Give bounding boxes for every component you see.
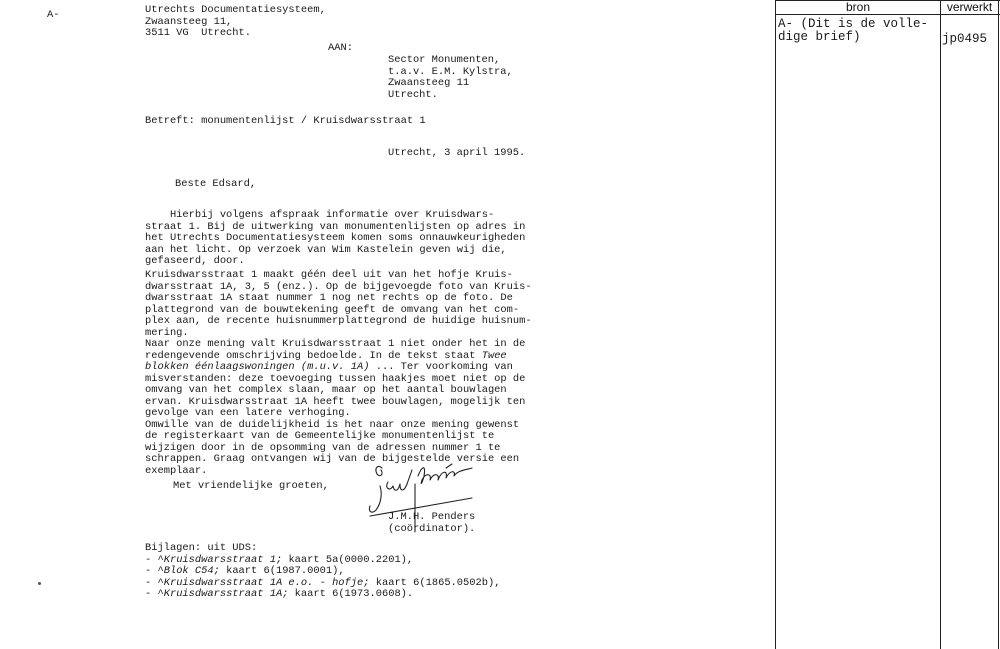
text-line: exemplaar.: [145, 464, 208, 477]
bron-line: dige brief): [778, 30, 861, 44]
signer-name: J.M.H. Penders: [388, 511, 476, 523]
sender-address: [145, 5, 326, 40]
text-line: Hierbij volgens afspraak informatie over Kruisdwars-: [145, 209, 495, 221]
signer-role: (coördinator).: [388, 522, 476, 535]
form-column-rule: [940, 0, 941, 649]
page-code: A-: [47, 9, 60, 21]
recipient-line: Zwaansteeg 11: [388, 77, 470, 89]
closing: Met vriendelijke groeten,: [173, 480, 329, 492]
bron-cell: [778, 18, 928, 44]
text-line: mering.: [145, 326, 189, 339]
form-column-rule: [775, 0, 776, 649]
attachments-heading: Bijlagen: uit UDS:: [145, 542, 258, 554]
paragraph-intro: [145, 210, 525, 268]
recipient-line: t.a.v. E.M. Kylstra,: [388, 65, 513, 78]
attachment-item: - ^Blok C54; kaart 6(1987.0001),: [145, 565, 345, 577]
attachment-item: - ^Kruisdwarsstraat 1A e.o. - hofje; kaart 6(1865.0502b),: [145, 576, 501, 589]
paragraph-body: [145, 270, 532, 477]
attachment-item: - ^Kruisdwarsstraat 1A; kaart 6(1973.0608).: [145, 588, 414, 600]
text-line: aan het licht. Op verzoek van Wim Kastelein geven wij die,: [145, 243, 507, 256]
text-line: plattegrond van de bouwtekening geeft de omvang van het com-: [145, 303, 520, 316]
subject-line: Betreft: monumentenlijst / Kruisdwarsstraat 1: [145, 115, 426, 127]
text-line: dwarsstraat 1A, 3, 5 (enz.). Op de bijgevoegde foto van Kruis-: [145, 280, 532, 293]
recipient-line: Sector Monumenten,: [388, 54, 501, 66]
text-line: gefaseerd, door.: [145, 255, 245, 267]
text-line: het Utrechts Documentatiesysteem komen soms onnauwkeurigheden: [145, 232, 526, 244]
verwerkt-cell: jp0495: [942, 32, 988, 46]
text-line: omvang van het complex slaan, maar op het aantal bouwlagen: [145, 384, 507, 396]
salutation: Beste Edsard,: [175, 178, 257, 190]
text-line: Naar onze mening valt Kruisdwarsstraat 1 niet onder het in de: [145, 338, 526, 350]
recipient-address: [388, 55, 513, 101]
text-line: straat 1. Bij de uitwerking van monumentenlijsten op adres in: [145, 220, 526, 233]
text-line: wijzigen door in de opsomming van de adressen nummer 1 te: [145, 441, 501, 454]
column-header-verwerkt: verwerkt: [946, 0, 993, 14]
italic-quote: blokken éénlaagswoningen (m.u.v. 1A): [145, 361, 370, 373]
text-line: schrappen. Graag ontvangen wij van de bijgestelde versie een: [145, 453, 520, 465]
text-line: dwarsstraat 1A staat nummer 1 nog net rechts op de foto. De: [145, 292, 513, 304]
text-line: Omwille van de duidelijkheid is het naar onze mening gewenst: [145, 418, 520, 431]
text-line: redengevende omschrijving bedoelde. In de tekst staat: [145, 349, 482, 362]
sender-line: Zwaansteeg 11,: [145, 15, 233, 28]
form-header-rule: [775, 14, 1000, 15]
sender-line: 3511 VG Utrecht.: [145, 27, 252, 39]
text-line: ... Ter voorkoming van: [369, 361, 513, 373]
aan-label: AAN:: [328, 42, 353, 54]
margin-dot: [38, 582, 41, 585]
text-line: Kruisdwarsstraat 1 maakt géén deel uit van het hofje Kruis-: [145, 269, 513, 281]
form-column-rule: [998, 0, 999, 649]
attachment-item: - ^Kruisdwarsstraat 1; kaart 5a(0000.2201),: [145, 553, 414, 566]
text-line: plex aan, de recente huisnummerplattegrond de huidige huisnum-: [145, 315, 532, 327]
signer-block: [388, 512, 475, 535]
recipient-line: Utrecht.: [388, 88, 438, 101]
text-line: de registerkaart van de Gemeentelijke monumentenlijst te: [145, 430, 495, 442]
sender-line: Utrechts Documentatiesysteem,: [145, 4, 326, 16]
italic-quote: Twee: [481, 349, 507, 362]
text-line: ervan. Kruisdwarsstraat 1A heeft twee bouwlagen, mogelijk ten: [145, 395, 526, 408]
bron-line: A- (Dit is de volle-: [778, 17, 929, 31]
attachments-list: [145, 543, 500, 601]
column-header-bron: bron: [845, 0, 871, 14]
text-line: gevolge van een latere verhoging.: [145, 407, 351, 419]
text-line: misverstanden: deze toevoeging tussen haakjes moet niet op de: [145, 372, 526, 385]
letter-date: Utrecht, 3 april 1995.: [388, 147, 526, 159]
